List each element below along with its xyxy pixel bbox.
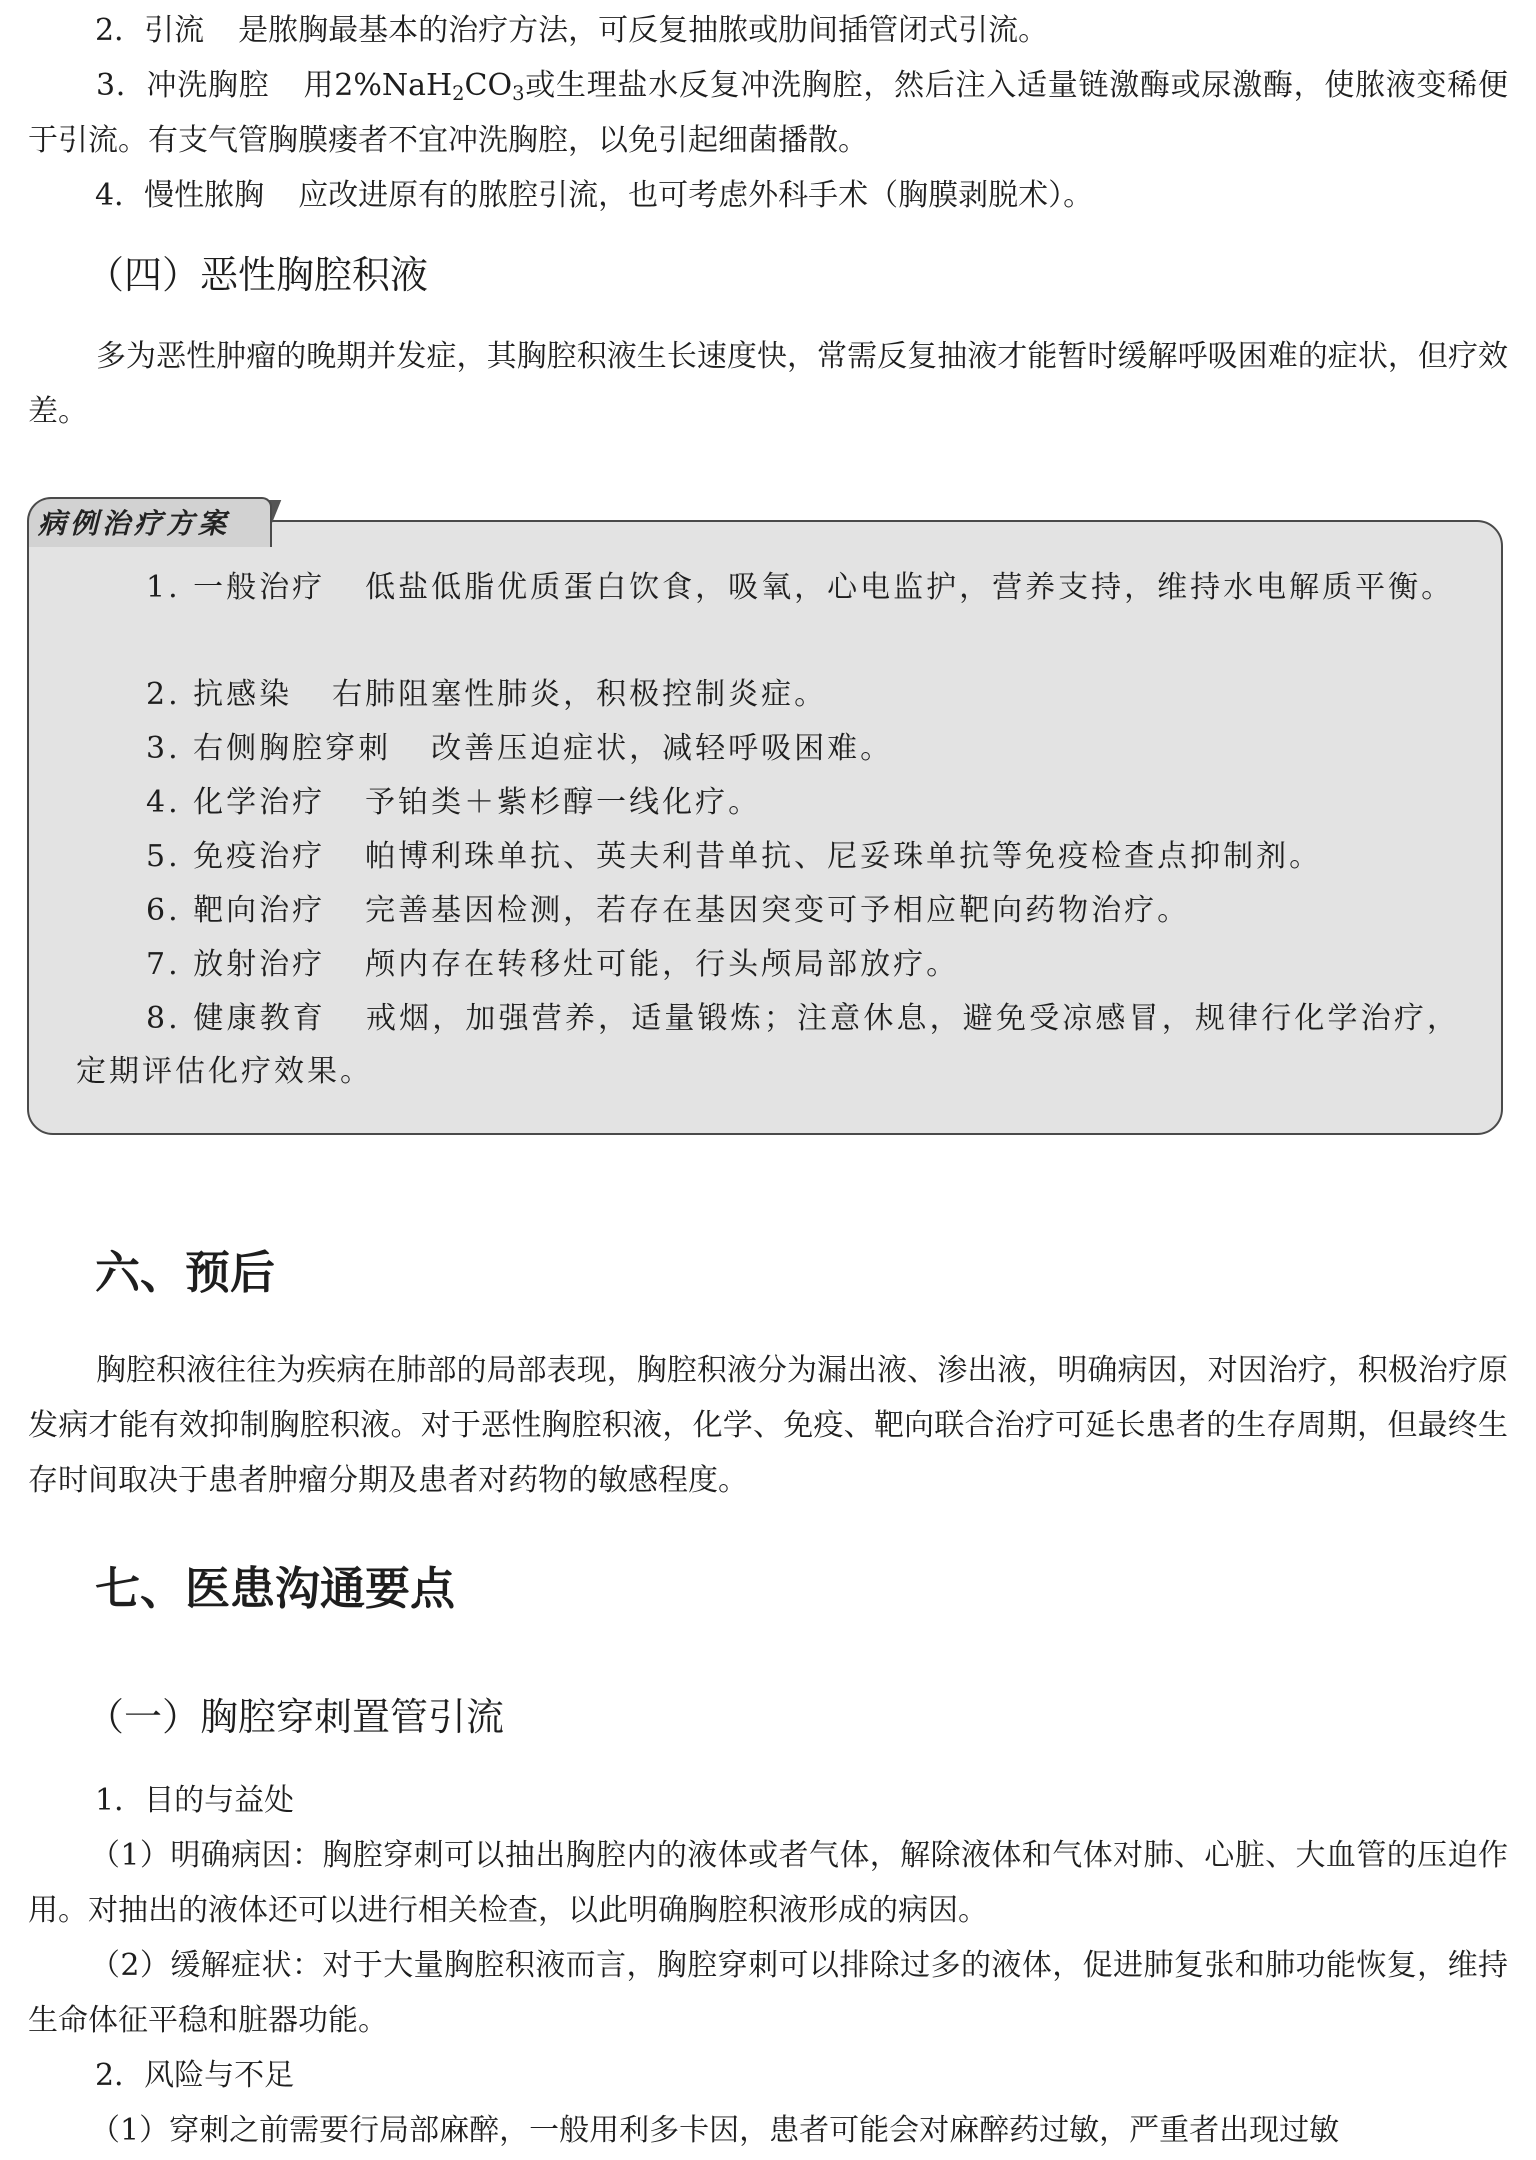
case-item-label: 4. 化学治疗 <box>146 785 326 820</box>
item-4-text: 应改进原有的脓腔引流，也可考虑外科手术（胸膜剥脱术）。 <box>298 178 1094 213</box>
item-3-text-c: 或生理盐水反复冲洗胸腔，然后注入适量链激酶或尿激酶，使脓液变稀便于引流。有支气管胸膜瘘者不宜冲洗胸腔，以免引起细菌播散。 <box>28 68 1509 158</box>
point-2-heading: 2．风险与不足 <box>95 2058 295 2093</box>
item-2-text: 是脓胸最基本的治疗方法，可反复抽脓或肋间插管闭式引流。 <box>238 13 1049 48</box>
point-1-heading: 1．目的与益处 <box>95 1783 295 1818</box>
case-item-6 <box>76 884 1460 937</box>
paragraph-prognosis: 胸腔积液往往为疾病在肺部的局部表现，胸腔积液分为漏出液、渗出液，明确病因，对因治疗，积极治疗原发病才能有效抑制胸腔积液。对于恶性胸腔积液，化学、免疫、靶向联合治疗可延长患者的生存周期，但最终生存时间取决于患者肿瘤分期及患者对药物的敏感程度。 <box>28 1353 1508 1498</box>
paragraph-point-2a: （1）穿刺之前需要行局部麻醉，一般用利多卡因，患者可能会对麻醉药过敏，严重者出现过敏 <box>90 2113 1340 2148</box>
subheading-thoracentesis: （一）胸腔穿刺置管引流 <box>86 1695 505 1739</box>
case-item-text: 颅内存在转移灶可能，行头颅局部放疗。 <box>365 947 960 982</box>
case-item-8 <box>76 992 1460 1098</box>
item-3-text-a: 用2%NaH <box>303 68 453 103</box>
item-3-sub-a: 2 <box>452 81 465 105</box>
case-treatment-title: 病例治疗方案 <box>38 507 231 540</box>
case-item-1 <box>76 561 1460 614</box>
case-item-label: 8. 健康教育 <box>146 1001 326 1036</box>
case-item-text: 帕博利珠单抗、英夫利昔单抗、尼妥珠单抗等免疫检查点抑制剂。 <box>365 839 1323 874</box>
paragraph-malignant-effusion: 多为恶性肿瘤的晚期并发症，其胸腔积液生长速度快，常需反复抽液才能暂时缓解呼吸困难的症状，但疗效差。 <box>28 339 1508 429</box>
case-item-7 <box>76 938 1460 991</box>
case-item-text: 右肺阻塞性肺炎，积极控制炎症。 <box>332 677 828 712</box>
case-item-4 <box>76 776 1460 829</box>
item-3-label: 3．冲洗胸腔 <box>96 68 270 103</box>
case-item-5 <box>76 830 1460 883</box>
subheading-malignant-effusion: （四）恶性胸腔积液 <box>86 253 429 297</box>
case-item-2 <box>76 668 1460 721</box>
case-item-text: 改善压迫症状，减轻呼吸困难。 <box>431 731 894 766</box>
item-4-label: 4．慢性脓胸 <box>95 178 265 213</box>
case-item-label: 6. 靶向治疗 <box>146 893 326 928</box>
case-item-text: 低盐低脂优质蛋白饮食，吸氧，心电监护，营养支持，维持水电解质平衡。 <box>365 570 1455 605</box>
paragraph-point-1b: （2）缓解症状：对于大量胸腔积液而言，胸腔穿刺可以排除过多的液体，促进肺复张和肺功能恢复，维持生命体征平稳和脏器功能。 <box>28 1948 1508 2038</box>
item-4 <box>95 168 1093 223</box>
case-item-label: 5. 免疫治疗 <box>146 839 326 874</box>
case-item-label: 3. 右侧胸腔穿刺 <box>146 731 392 766</box>
item-3 <box>28 58 1508 168</box>
section-heading-prognosis: 六、预后 <box>95 1246 276 1299</box>
case-item-text: 戒烟，加强营养，适量锻炼；注意休息，避免受凉感冒，规律行化学治疗，定期评估化疗效果。 <box>76 1001 1460 1089</box>
section-heading-communication: 七、医患沟通要点 <box>95 1562 456 1615</box>
item-3-sub-b: 3 <box>512 81 525 105</box>
case-item-3 <box>76 722 1460 775</box>
item-3-text-b: CO <box>464 68 513 103</box>
item-2 <box>95 3 1048 58</box>
case-item-text: 予铂类＋紫杉醇一线化疗。 <box>365 785 762 820</box>
item-2-label: 2．引流 <box>95 13 205 48</box>
case-item-label: 1. 一般治疗 <box>146 570 326 605</box>
paragraph-point-1a: （1）明确病因：胸腔穿刺可以抽出胸腔内的液体或者气体，解除液体和气体对肺、心脏、大血管的压迫作用。对抽出的液体还可以进行相关检查，以此明确胸腔积液形成的病因。 <box>28 1838 1508 1928</box>
case-item-text: 完善基因检测，若存在基因突变可予相应靶向药物治疗。 <box>365 893 1191 928</box>
case-item-label: 2. 抗感染 <box>146 677 293 712</box>
case-item-label: 7. 放射治疗 <box>146 947 326 982</box>
